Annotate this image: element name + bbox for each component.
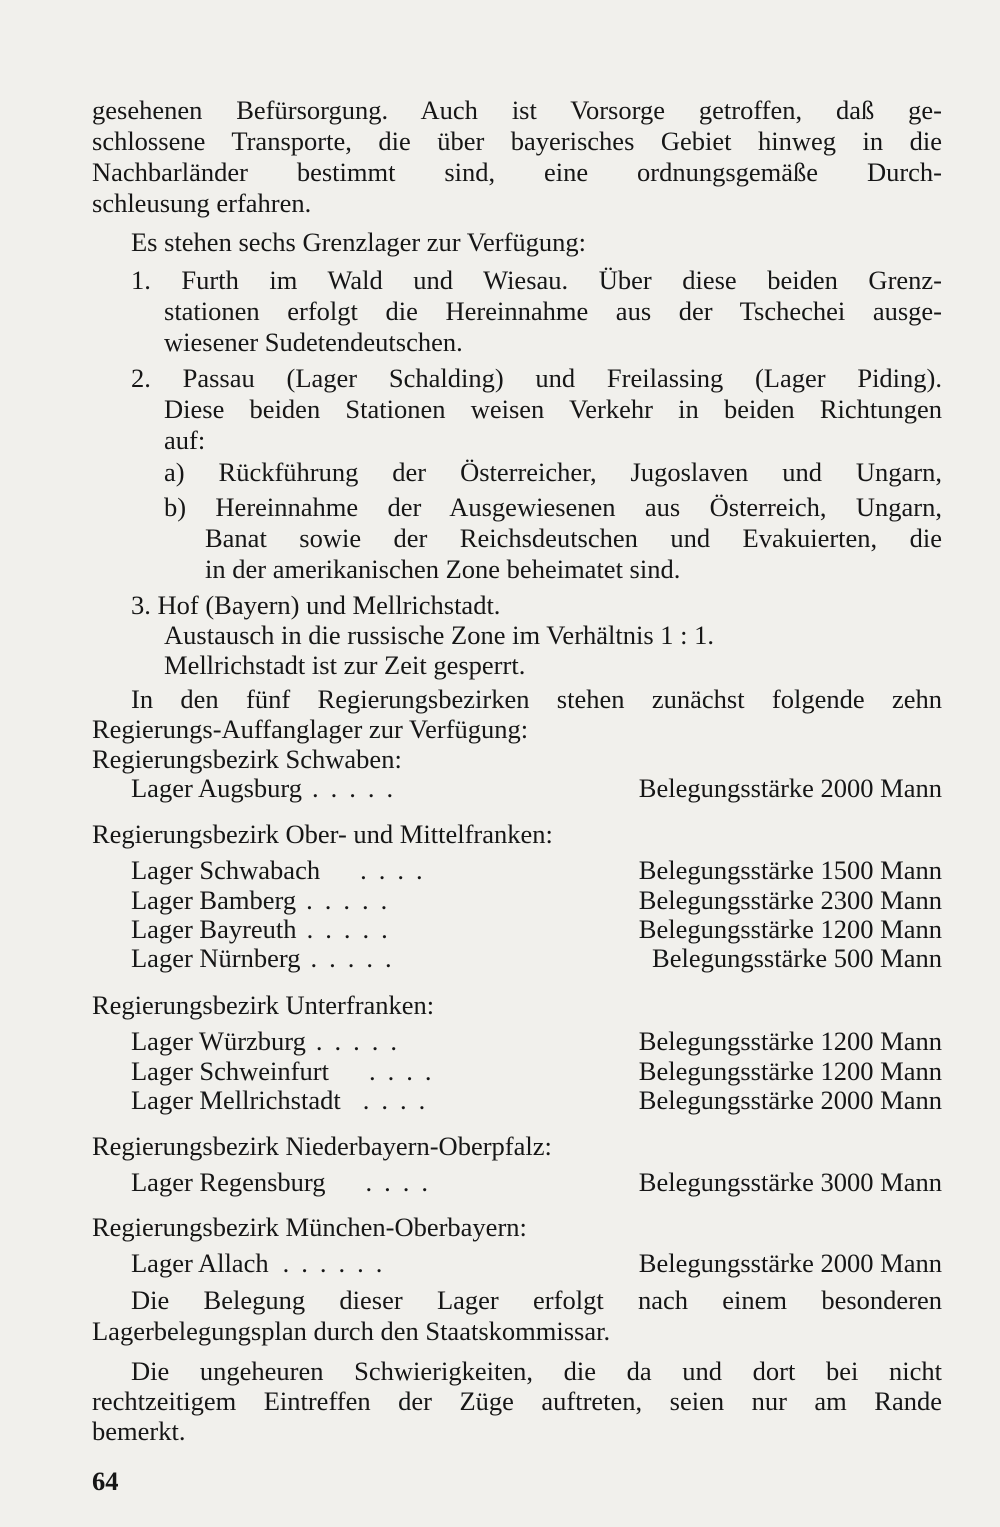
camp-row (131, 1167, 942, 1197)
list-item-line: Austausch in die russische Zone im Verhältnis 1 : 1. (164, 620, 715, 650)
camp-capacity: Belegungsstärke 1500 Mann (638, 855, 942, 885)
camp-capacity: Belegungsstärke 1200 Mann (638, 1026, 942, 1056)
text-line: Lagerbelegungsplan durch den Staatskommissar. (92, 1316, 611, 1346)
camp-capacity: Belegungsstärke 2000 Mann (638, 1085, 942, 1115)
text-line: schlossene Transporte, die über bayerisches Gebiet hinweg in die (92, 126, 942, 156)
sub-item-line: b) Hereinnahme der Ausgewiesenen aus Österreich, Ungarn, (164, 492, 942, 522)
camp-capacity: Belegungsstärke 1200 Mann (638, 1056, 942, 1086)
district-heading: Regierungsbezirk Schwaben: (92, 744, 402, 774)
camp-row (131, 1248, 942, 1278)
sub-item-line: in der amerikanischen Zone beheimatet sind. (205, 554, 681, 584)
district-heading: Regierungsbezirk Ober- und Mittelfranken: (92, 819, 553, 849)
text-line: Die ungeheuren Schwierigkeiten, die da und dort bei nicht (131, 1356, 942, 1386)
sub-item-line: Banat sowie der Reichsdeutschen und Evakuierten, die (205, 523, 942, 553)
text-line: Die Belegung dieser Lager erfolgt nach einem besonderen (131, 1285, 942, 1315)
list-item-line: Diese beiden Stationen weisen Verkehr in beiden Richtungen (164, 394, 942, 424)
text-line: schleusung erfahren. (92, 188, 312, 218)
camp-name: Lager Schwabach (131, 855, 321, 885)
leader-dots: .... (368, 1056, 444, 1086)
camp-name: Lager Schweinfurt (131, 1056, 329, 1086)
list-item-line: 3. Hof (Bayern) und Mellrichstadt. (131, 590, 501, 620)
text-line: gesehenen Befürsorgung. Auch ist Vorsorge getroffen, daß ge- (92, 95, 942, 125)
list-item-line: stationen erfolgt die Hereinnahme aus der Tschechei ausge- (164, 296, 942, 326)
district-heading: Regierungsbezirk Niederbayern-Oberpfalz: (92, 1131, 552, 1161)
text-line: Es stehen sechs Grenzlager zur Verfügung: (131, 227, 587, 257)
camp-name: Lager Bamberg (131, 885, 297, 915)
camp-row (131, 855, 942, 885)
camp-row (131, 1026, 942, 1056)
leader-dots: ..... (306, 914, 400, 944)
leader-dots: ..... (315, 1026, 410, 1056)
camp-capacity: Belegungsstärke 2300 Mann (638, 885, 942, 915)
camp-name: Lager Mellrichstadt (131, 1085, 341, 1115)
camp-row (131, 1056, 942, 1086)
camp-name: Lager Nürnberg (131, 943, 301, 973)
list-item-line: 2. Passau (Lager Schalding) und Freilassing (Lager Piding). (131, 363, 942, 393)
sub-item-line: a) Rückführung der Österreicher, Jugoslaven und Ungarn, (164, 457, 942, 487)
camp-row (131, 885, 942, 915)
leader-dots: ..... (312, 773, 406, 803)
list-item-line: 1. Furth im Wald und Wiesau. Über diese beiden Grenz- (131, 265, 942, 295)
camp-capacity: Belegungsstärke 2000 Mann (638, 1248, 942, 1278)
district-heading: Regierungsbezirk München-Oberbayern: (92, 1212, 527, 1242)
leader-dots: ..... (310, 943, 404, 973)
text-line: Nachbarländer bestimmt sind, eine ordnungsgemäße Durch- (92, 157, 942, 187)
leader-dots: .... (365, 1167, 441, 1197)
camp-row (131, 943, 942, 973)
page-number: 64 (92, 1466, 119, 1496)
camp-capacity: Belegungsstärke 500 Mann (652, 943, 942, 973)
camp-capacity: Belegungsstärke 3000 Mann (638, 1167, 942, 1197)
leader-dots: .... (362, 1085, 438, 1115)
text-line: In den fünf Regierungsbezirken stehen zunächst folgende zehn (131, 684, 942, 714)
camp-name: Lager Augsburg (131, 773, 302, 803)
leader-dots: .... (360, 855, 435, 885)
leader-dots: ..... (306, 885, 400, 915)
camp-row (131, 1085, 942, 1115)
list-item-line: auf: (164, 425, 206, 455)
text-line: rechtzeitigem Eintreffen der Züge auftreten, seien nur am Rande (92, 1386, 942, 1416)
camp-name: Lager Würzburg (131, 1026, 306, 1056)
list-item-line: wiesener Sudetendeutschen. (164, 327, 463, 357)
camp-name: Lager Regensburg (131, 1167, 326, 1197)
district-heading: Regierungsbezirk Unterfranken: (92, 990, 435, 1020)
leader-dots: ...... (282, 1248, 395, 1278)
text-line: Regierungs-Auffanglager zur Verfügung: (92, 714, 529, 744)
camp-capacity: Belegungsstärke 2000 Mann (638, 773, 942, 803)
camp-row (131, 773, 942, 803)
camp-name: Lager Allach (131, 1248, 269, 1278)
camp-capacity: Belegungsstärke 1200 Mann (638, 914, 942, 944)
camp-row (131, 914, 942, 944)
camp-name: Lager Bayreuth (131, 914, 297, 944)
text-line: bemerkt. (92, 1416, 186, 1446)
list-item-line: Mellrichstadt ist zur Zeit gesperrt. (164, 650, 526, 680)
